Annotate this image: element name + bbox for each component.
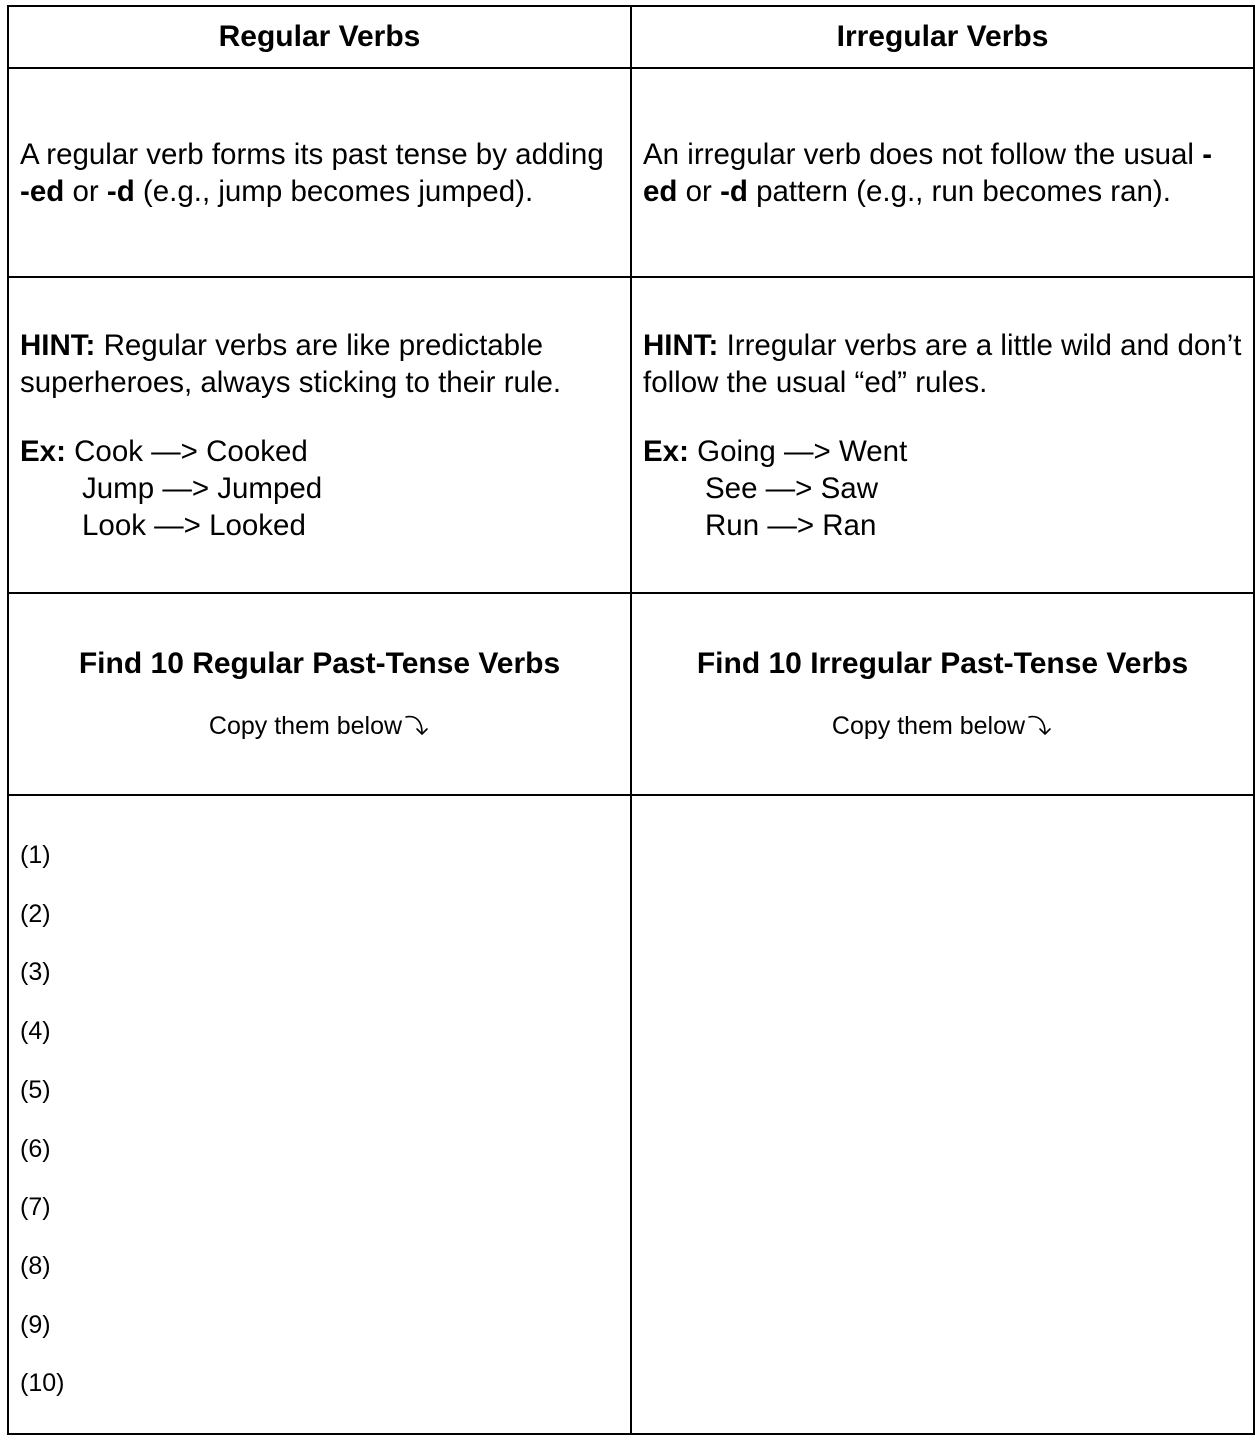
regular-answer-list xyxy=(9,802,630,1427)
suffix-d: -d xyxy=(720,174,748,208)
definition-text: An irregular verb does not follow the usual xyxy=(643,137,1203,171)
regular-definition xyxy=(9,136,630,210)
header-cell-regular xyxy=(8,6,631,68)
example-line xyxy=(20,433,620,470)
definition-text: (e.g., jump becomes jumped). xyxy=(134,174,534,208)
header-irregular-verbs: Irregular Verbs xyxy=(836,20,1049,53)
header-row xyxy=(8,6,1254,68)
hint-text: Regular verbs are like predictable superheroes, always sticking to their rule. xyxy=(20,328,562,399)
example-label: Ex: xyxy=(643,434,689,468)
task-title-irregular: Find 10 Irregular Past-Tense Verbs xyxy=(696,647,1189,680)
definition-cell-irregular xyxy=(631,68,1254,277)
curved-down-arrow-icon xyxy=(404,713,430,739)
irregular-hint xyxy=(643,327,1243,401)
curved-down-arrow-icon xyxy=(1027,713,1053,739)
answer-blank-6[interactable]: (6) xyxy=(20,1134,51,1163)
hint-text: Irregular verbs are a little wild and don’t follow the usual “ed” rules. xyxy=(643,328,1242,399)
answer-blank-10[interactable]: (10) xyxy=(20,1369,65,1398)
task-instruction-irregular xyxy=(832,711,1053,741)
answer-cell-irregular[interactable] xyxy=(631,795,1254,1434)
hint-row xyxy=(8,277,1254,593)
task-row xyxy=(8,593,1254,795)
example-line: Jump —> Jumped xyxy=(82,471,323,505)
definition-text: or xyxy=(64,174,107,208)
example-label: Ex: xyxy=(20,434,66,468)
regular-examples xyxy=(20,433,620,544)
example-line: See —> Saw xyxy=(705,471,878,505)
example-line: Look —> Looked xyxy=(82,508,306,542)
verbs-worksheet-table xyxy=(7,5,1255,1435)
suffix-ed: -ed xyxy=(643,137,1213,208)
answer-blank-8[interactable]: (8) xyxy=(20,1251,51,1280)
task-cell-irregular xyxy=(631,593,1254,795)
answer-cell-regular[interactable] xyxy=(8,795,631,1434)
task-instruction-regular xyxy=(209,711,430,741)
task-cell-regular xyxy=(8,593,631,795)
regular-hint xyxy=(20,327,620,401)
definition-row xyxy=(8,68,1254,277)
hint-cell-irregular xyxy=(631,277,1254,593)
definition-text: pattern (e.g., run becomes ran). xyxy=(747,174,1171,208)
hint-cell-regular xyxy=(8,277,631,593)
definition-text: or xyxy=(677,174,721,208)
definition-text: A regular verb forms its past tense by adding xyxy=(20,137,604,171)
example-text: Cook —> Cooked xyxy=(65,434,308,468)
answer-blank-1[interactable]: (1) xyxy=(20,841,51,870)
hint-label: HINT: xyxy=(20,328,96,362)
answer-row xyxy=(8,795,1254,1434)
task-instruction-text: Copy them below xyxy=(831,712,1026,740)
example-line xyxy=(643,433,1243,470)
definition-cell-regular xyxy=(8,68,631,277)
example-line: Run —> Ran xyxy=(705,508,877,542)
irregular-examples xyxy=(643,433,1243,544)
task-title-regular: Find 10 Regular Past-Tense Verbs xyxy=(78,647,561,680)
answer-blank-3[interactable]: (3) xyxy=(20,958,51,987)
suffix-d: -d xyxy=(106,174,135,208)
example-text: Going —> Went xyxy=(688,434,908,468)
header-regular-verbs: Regular Verbs xyxy=(218,20,421,53)
irregular-definition xyxy=(632,136,1253,210)
suffix-ed: -ed xyxy=(20,174,65,208)
header-cell-irregular xyxy=(631,6,1254,68)
answer-blank-5[interactable]: (5) xyxy=(20,1075,51,1104)
answer-blank-2[interactable]: (2) xyxy=(20,899,51,928)
answer-blank-7[interactable]: (7) xyxy=(20,1193,51,1222)
task-instruction-text: Copy them below xyxy=(208,712,403,740)
answer-blank-9[interactable]: (9) xyxy=(20,1310,51,1339)
hint-label: HINT: xyxy=(643,328,719,362)
answer-blank-4[interactable]: (4) xyxy=(20,1017,51,1046)
